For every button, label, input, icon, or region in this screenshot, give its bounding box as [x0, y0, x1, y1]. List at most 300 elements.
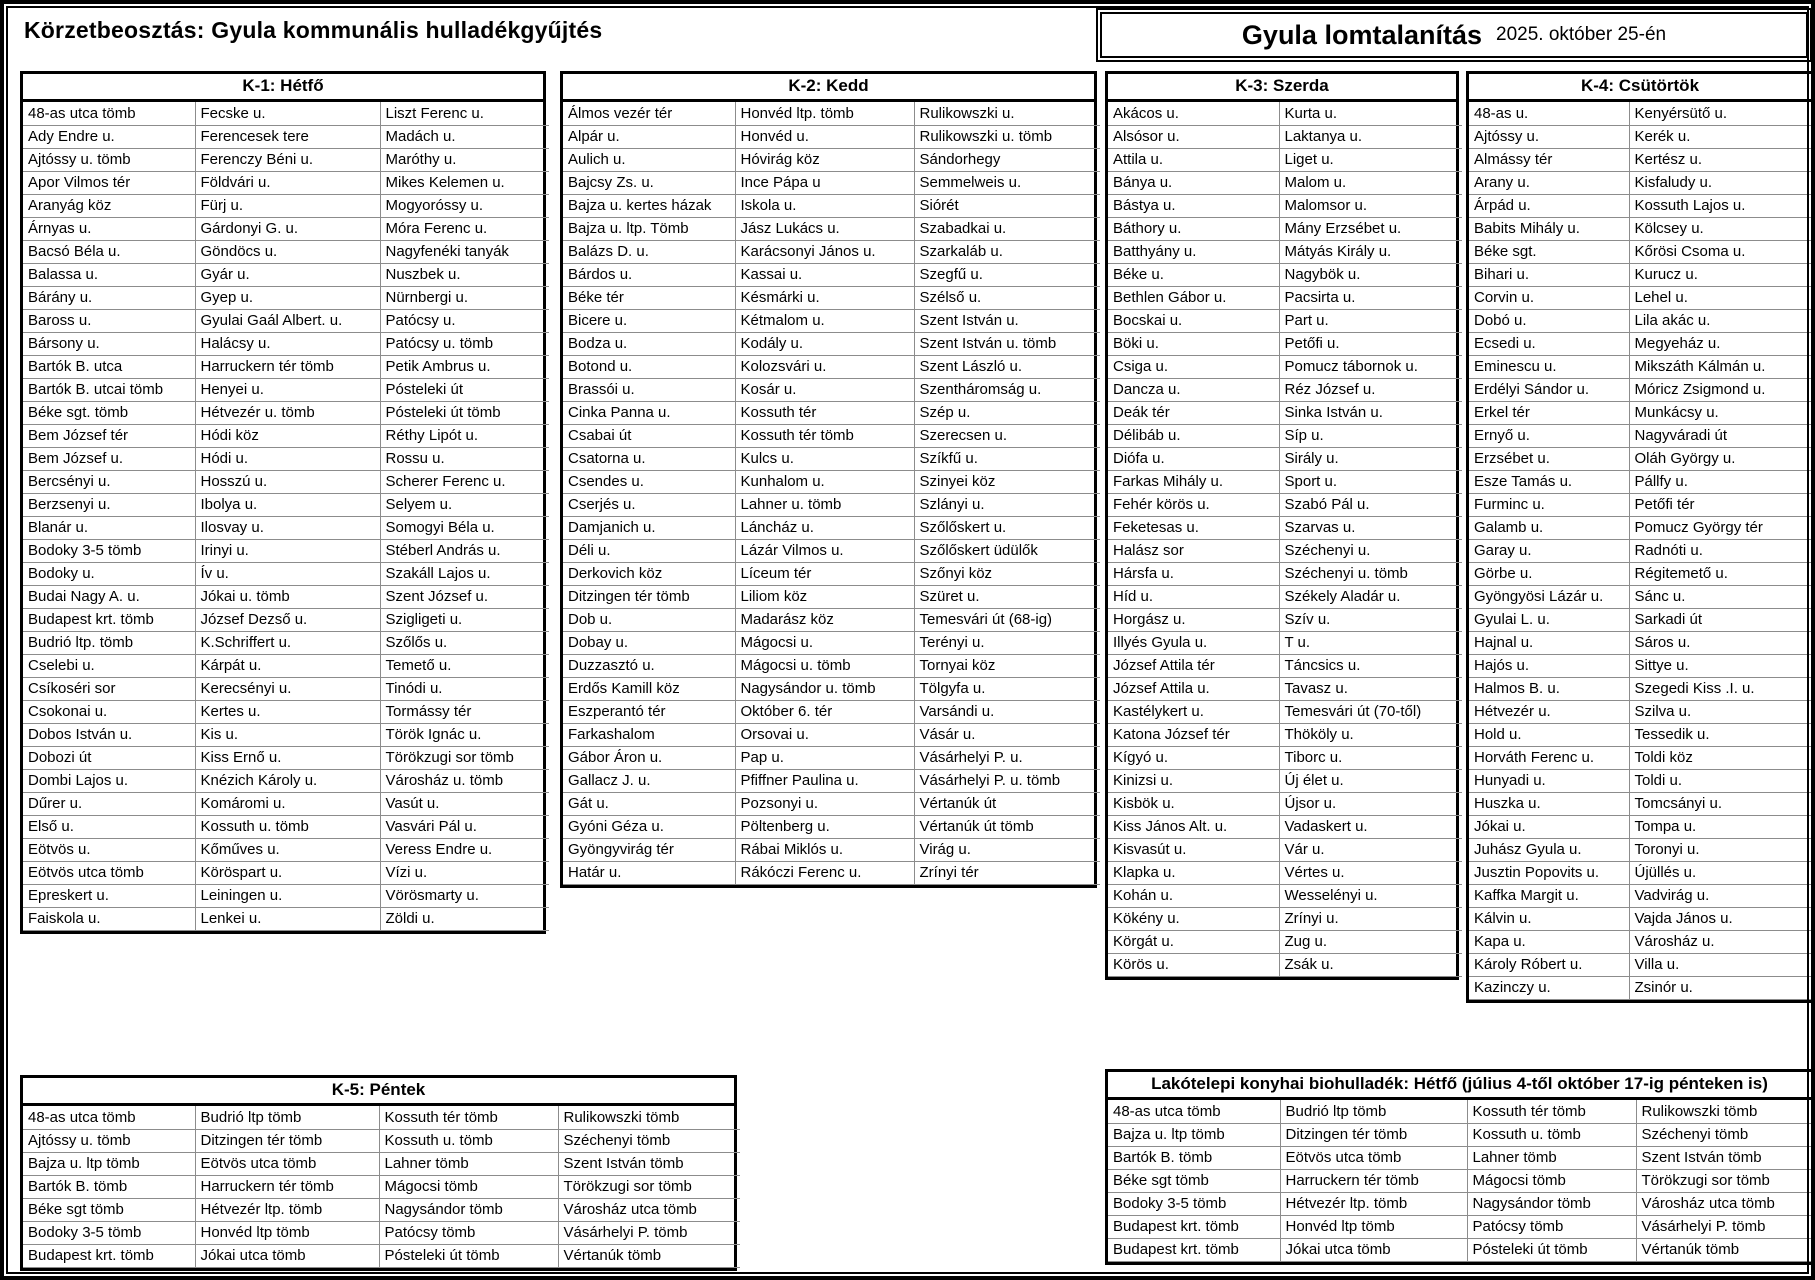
table-cell: Mágocsi tömb: [379, 1175, 558, 1198]
table-row: [1108, 907, 1462, 930]
table-row: [1108, 700, 1462, 723]
table-cell: Cinka Panna u.: [563, 401, 735, 424]
table-cell: Bajza u. ltp tömb: [23, 1152, 195, 1175]
table-cell: Malom u.: [1279, 171, 1462, 194]
table-row: [563, 102, 1100, 125]
table-cell: Honvéd u.: [735, 125, 914, 148]
street-table: [23, 102, 549, 931]
table-cell: Vajda János u.: [1629, 907, 1815, 930]
table-cell: Thököly u.: [1279, 723, 1462, 746]
table-row: [23, 1152, 740, 1175]
page-title: Körzetbeosztás: Gyula kommunális hulladékgyűjtés: [24, 17, 603, 43]
table-cell: Ilosvay u.: [195, 516, 380, 539]
table-cell: Kossuth tér tömb: [379, 1106, 558, 1129]
table-row: [23, 378, 549, 401]
table-cell: Gyulai Gaál Albert. u.: [195, 309, 380, 332]
table-cell: Kis u.: [195, 723, 380, 746]
table-cell: Vásárhelyi P. tömb: [1636, 1215, 1815, 1238]
table-cell: Esze Tamás u.: [1469, 470, 1629, 493]
table-cell: Törökzugi sor tömb: [558, 1175, 740, 1198]
table-cell: Harruckern tér tömb: [195, 355, 380, 378]
table-row: [23, 654, 549, 677]
table-cell: Pállfy u.: [1629, 470, 1815, 493]
table-row: [1108, 838, 1462, 861]
street-table: [1108, 1100, 1815, 1262]
table-cell: Táncsics u.: [1279, 654, 1462, 677]
table-row: [563, 401, 1100, 424]
table-row: [23, 263, 549, 286]
table-cell: Alsósor u.: [1108, 125, 1279, 148]
table-cell: Zug u.: [1279, 930, 1462, 953]
table-cell: 48-as utca tömb: [1108, 1100, 1280, 1123]
table-cell: Erdős Kamill köz: [563, 677, 735, 700]
table-row: [1108, 1146, 1815, 1169]
table-row: [1108, 516, 1462, 539]
table-cell: Varsándi u.: [914, 700, 1100, 723]
table-cell: Vértanúk tömb: [1636, 1238, 1815, 1261]
table-cell: Újsor u.: [1279, 792, 1462, 815]
table-row: [563, 769, 1100, 792]
table-cell: Epreskert u.: [23, 884, 195, 907]
table-cell: Kaffka Margit u.: [1469, 884, 1629, 907]
table-cell: Baross u.: [23, 309, 195, 332]
table-title: Lakótelepi konyhai biohulladék: Hétfő (július 4-től október 17-ig pénteken is): [1108, 1072, 1811, 1100]
table-cell: Bercsényi u.: [23, 470, 195, 493]
table-cell: Vértanúk tömb: [558, 1244, 740, 1267]
table-row: [1469, 654, 1815, 677]
table-cell: Rábai Miklós u.: [735, 838, 914, 861]
table-cell: Tiborc u.: [1279, 746, 1462, 769]
table-cell: Városház utca tömb: [1636, 1192, 1815, 1215]
table-cell: Zsák u.: [1279, 953, 1462, 976]
table-row: [23, 1129, 740, 1152]
table-cell: Derkovich köz: [563, 562, 735, 585]
table-cell: Ajtóssy u. tömb: [23, 1129, 195, 1152]
table-cell: Kurucz u.: [1629, 263, 1815, 286]
table-cell: Erdélyi Sándor u.: [1469, 378, 1629, 401]
table-cell: Virág u.: [914, 838, 1100, 861]
table-cell: Jókai utca tömb: [1280, 1238, 1467, 1261]
table-cell: Arany u.: [1469, 171, 1629, 194]
table-cell: Kígyó u.: [1108, 746, 1279, 769]
table-cell: Köröspart u.: [195, 861, 380, 884]
table-cell: Erkel tér: [1469, 401, 1629, 424]
table-title: K-3: Szerda: [1108, 74, 1456, 102]
table-cell: Harruckern tér tömb: [195, 1175, 379, 1198]
table-row: [23, 792, 549, 815]
table-cell: 48-as u.: [1469, 102, 1629, 125]
table-cell: Székely Aladár u.: [1279, 585, 1462, 608]
table-cell: Somogyi Béla u.: [380, 516, 549, 539]
table-cell: Vértes u.: [1279, 861, 1462, 884]
table-row: [23, 332, 549, 355]
table-cell: Bástya u.: [1108, 194, 1279, 217]
table-row: [1469, 930, 1815, 953]
table-cell: Szlányi u.: [914, 493, 1100, 516]
table-cell: Eötvös u.: [23, 838, 195, 861]
table-cell: Késmárki u.: [735, 286, 914, 309]
table-cell: Csokonai u.: [23, 700, 195, 723]
table-cell: Vasút u.: [380, 792, 549, 815]
table-cell: Furminc u.: [1469, 493, 1629, 516]
table-row: [23, 401, 549, 424]
table-cell: Horgász u.: [1108, 608, 1279, 631]
table-row: [563, 263, 1100, 286]
table-row: [23, 539, 549, 562]
table-cell: Szőlőskert u.: [914, 516, 1100, 539]
table-cell: Széchenyi tömb: [1636, 1123, 1815, 1146]
table-row: [563, 424, 1100, 447]
table-cell: Part u.: [1279, 309, 1462, 332]
table-cell: Semmelweis u.: [914, 171, 1100, 194]
table-cell: Toldi u.: [1629, 769, 1815, 792]
table-cell: Városház u. tömb: [380, 769, 549, 792]
table-cell: Komáromi u.: [195, 792, 380, 815]
table-cell: Álmos vezér tér: [563, 102, 735, 125]
table-cell: Diófa u.: [1108, 447, 1279, 470]
table-cell: Ajtóssy u.: [1469, 125, 1629, 148]
table-cell: Rulikowszki tömb: [1636, 1100, 1815, 1123]
table-cell: Szerecsen u.: [914, 424, 1100, 447]
table-cell: Aranyág köz: [23, 194, 195, 217]
table-cell: Szent István tömb: [1636, 1146, 1815, 1169]
table-cell: Siórét: [914, 194, 1100, 217]
table-cell: Balassa u.: [23, 263, 195, 286]
table-cell: Feketesas u.: [1108, 516, 1279, 539]
table-cell: Láncház u.: [735, 516, 914, 539]
table-row: [1469, 585, 1815, 608]
table-cell: Budrió ltp tömb: [195, 1106, 379, 1129]
table-cell: Vértanúk út: [914, 792, 1100, 815]
table-cell: Kunhalom u.: [735, 470, 914, 493]
table-row: [23, 240, 549, 263]
table-cell: Brassói u.: [563, 378, 735, 401]
table-cell: Gallacz J. u.: [563, 769, 735, 792]
table-row: [1108, 953, 1462, 976]
table-k5-friday: [20, 1075, 737, 1271]
table-cell: Kossuth u. tömb: [379, 1129, 558, 1152]
table-cell: Kohán u.: [1108, 884, 1279, 907]
table-row: [1469, 516, 1815, 539]
table-cell: Pacsirta u.: [1279, 286, 1462, 309]
table-cell: Radnóti u.: [1629, 539, 1815, 562]
table-cell: Sirály u.: [1279, 447, 1462, 470]
table-cell: Erzsébet u.: [1469, 447, 1629, 470]
table-cell: Mágocsi u.: [735, 631, 914, 654]
table-row: [563, 355, 1100, 378]
table-cell: Szabadkai u.: [914, 217, 1100, 240]
table-row: [1469, 148, 1815, 171]
table-row: [1469, 401, 1815, 424]
table-row: [1108, 562, 1462, 585]
table-row: [1108, 125, 1462, 148]
table-row: [1108, 309, 1462, 332]
table-cell: Bajza u. kertes házak: [563, 194, 735, 217]
table-row: [1108, 769, 1462, 792]
table-cell: Oláh György u.: [1629, 447, 1815, 470]
table-cell: Liszt Ferenc u.: [380, 102, 549, 125]
table-cell: Tomcsányi u.: [1629, 792, 1815, 815]
table-cell: Farkas Mihály u.: [1108, 470, 1279, 493]
table-cell: Tormássy tér: [380, 700, 549, 723]
table-cell: Kodály u.: [735, 332, 914, 355]
table-cell: Sánc u.: [1629, 585, 1815, 608]
table-cell: Bartók B. utcai tömb: [23, 378, 195, 401]
table-cell: Vár u.: [1279, 838, 1462, 861]
table-cell: Zrínyi tér: [914, 861, 1100, 884]
table-cell: Hétvezér ltp. tömb: [1280, 1192, 1467, 1215]
table-cell: Budapest krt. tömb: [23, 1244, 195, 1267]
table-cell: Tinódi u.: [380, 677, 549, 700]
table-row: [23, 723, 549, 746]
street-table: [23, 1106, 740, 1268]
table-row: [23, 493, 549, 516]
table-cell: Vásárhelyi P. tömb: [558, 1221, 740, 1244]
table-cell: Béke sgt.: [1469, 240, 1629, 263]
table-cell: Patócsy u.: [380, 309, 549, 332]
table-row: [23, 125, 549, 148]
table-cell: Dűrer u.: [23, 792, 195, 815]
table-cell: Móra Ferenc u.: [380, 217, 549, 240]
table-cell: Kinizsi u.: [1108, 769, 1279, 792]
table-cell: Temesvári út (70-től): [1279, 700, 1462, 723]
table-cell: Szinyei köz: [914, 470, 1100, 493]
table-cell: Szilva u.: [1629, 700, 1815, 723]
table-cell: Nürnbergi u.: [380, 286, 549, 309]
table-cell: Batthyány u.: [1108, 240, 1279, 263]
table-cell: Szegfű u.: [914, 263, 1100, 286]
table-cell: Sport u.: [1279, 470, 1462, 493]
table-cell: Szőlős u.: [380, 631, 549, 654]
table-cell: Béke sgt. tömb: [23, 401, 195, 424]
table-cell: Kölcsey u.: [1629, 217, 1815, 240]
table-cell: Szélső u.: [914, 286, 1100, 309]
table-cell: Farkashalom: [563, 723, 735, 746]
table-row: [563, 194, 1100, 217]
table-row: [23, 470, 549, 493]
table-cell: Réthy Lipót u.: [380, 424, 549, 447]
table-row: [1469, 424, 1815, 447]
table-cell: Kossuth u. tömb: [1467, 1123, 1636, 1146]
table-cell: Berzsenyi u.: [23, 493, 195, 516]
table-cell: Nagyváradi út: [1629, 424, 1815, 447]
table-cell: Harruckern tér tömb: [1280, 1169, 1467, 1192]
table-cell: Béke sgt tömb: [23, 1198, 195, 1221]
table-row: [563, 516, 1100, 539]
table-cell: Hétvezér u.: [1469, 700, 1629, 723]
table-cell: Törökzugi sor tömb: [380, 746, 549, 769]
table-k2-tuesday: [560, 71, 1097, 888]
table-row: [1108, 815, 1462, 838]
table-cell: Ditzingen tér tömb: [563, 585, 735, 608]
table-cell: Pomucz György tér: [1629, 516, 1815, 539]
table-cell: Csabai út: [563, 424, 735, 447]
table-row: [1469, 470, 1815, 493]
table-cell: Görbe u.: [1469, 562, 1629, 585]
table-row: [1108, 493, 1462, 516]
table-cell: Eötvös utca tömb: [1280, 1146, 1467, 1169]
lomtalanitas-header-inner: [1100, 12, 1808, 58]
table-row: [1469, 562, 1815, 585]
table-cell: Petőfi tér: [1629, 493, 1815, 516]
table-cell: Kisvasút u.: [1108, 838, 1279, 861]
table-cell: Csiga u.: [1108, 355, 1279, 378]
table-cell: Árpád u.: [1469, 194, 1629, 217]
table-cell: Jókai u. tömb: [195, 585, 380, 608]
table-row: [1469, 608, 1815, 631]
table-cell: Honvéd ltp. tömb: [735, 102, 914, 125]
table-cell: Szőlőskert üdülők: [914, 539, 1100, 562]
table-row: [1469, 907, 1815, 930]
table-cell: Patócsy u. tömb: [380, 332, 549, 355]
table-cell: Szív u.: [1279, 608, 1462, 631]
table-cell: Bem József u.: [23, 447, 195, 470]
table-cell: Szegedi Kiss .I. u.: [1629, 677, 1815, 700]
table-cell: Kiss János Alt. u.: [1108, 815, 1279, 838]
table-row: [1469, 723, 1815, 746]
table-cell: Budapest krt. tömb: [1108, 1238, 1280, 1261]
table-cell: Gyóni Géza u.: [563, 815, 735, 838]
table-cell: Apor Vilmos tér: [23, 171, 195, 194]
table-cell: Szent István u.: [914, 309, 1100, 332]
table-row: [1469, 378, 1815, 401]
table-row: [1108, 424, 1462, 447]
table-cell: Vásárhelyi P. u. tömb: [914, 769, 1100, 792]
table-cell: Kerék u.: [1629, 125, 1815, 148]
table-cell: Duzzasztó u.: [563, 654, 735, 677]
table-cell: Klapka u.: [1108, 861, 1279, 884]
table-cell: Mikes Kelemen u.: [380, 171, 549, 194]
table-cell: Kapa u.: [1469, 930, 1629, 953]
table-title: K-2: Kedd: [563, 74, 1094, 102]
table-cell: Horváth Ferenc u.: [1469, 746, 1629, 769]
table-cell: Kossuth tér tömb: [1467, 1100, 1636, 1123]
table-cell: Mágocsi u. tömb: [735, 654, 914, 677]
table-row: [23, 1175, 740, 1198]
table-row: [563, 493, 1100, 516]
table-cell: Csatorna u.: [563, 447, 735, 470]
table-title: K-4: Csütörtök: [1469, 74, 1811, 102]
table-cell: Bethlen Gábor u.: [1108, 286, 1279, 309]
table-cell: Határ u.: [563, 861, 735, 884]
table-cell: Pfiffner Paulina u.: [735, 769, 914, 792]
table-cell: Botond u.: [563, 355, 735, 378]
table-cell: Délibáb u.: [1108, 424, 1279, 447]
table-row: [1108, 654, 1462, 677]
table-cell: Jusztin Popovits u.: [1469, 861, 1629, 884]
street-table: [563, 102, 1100, 885]
table-cell: Bajza u. ltp. Tömb: [563, 217, 735, 240]
table-cell: Hársfa u.: [1108, 562, 1279, 585]
table-row: [1469, 309, 1815, 332]
table-cell: Madarász köz: [735, 608, 914, 631]
table-cell: Kastélykert u.: [1108, 700, 1279, 723]
table-cell: Hold u.: [1469, 723, 1629, 746]
table-cell: Jász Lukács u.: [735, 217, 914, 240]
table-cell: Malomsor u.: [1279, 194, 1462, 217]
table-cell: Bicere u.: [563, 309, 735, 332]
table-cell: Kenyérsütő u.: [1629, 102, 1815, 125]
table-cell: Szőnyi köz: [914, 562, 1100, 585]
table-cell: Villa u.: [1629, 953, 1815, 976]
table-cell: Göndöcs u.: [195, 240, 380, 263]
table-cell: Bihari u.: [1469, 263, 1629, 286]
table-cell: Tölgyfa u.: [914, 677, 1100, 700]
table-cell: Vörösmarty u.: [380, 884, 549, 907]
table-row: [563, 654, 1100, 677]
table-cell: Ferenczy Béni u.: [195, 148, 380, 171]
table-cell: József Attila u.: [1108, 677, 1279, 700]
table-row: [563, 562, 1100, 585]
table-row: [1108, 631, 1462, 654]
table-row: [1108, 378, 1462, 401]
table-cell: Pomucz tábornok u.: [1279, 355, 1462, 378]
table-cell: Honvéd ltp tömb: [1280, 1215, 1467, 1238]
table-cell: Szent István tömb: [558, 1152, 740, 1175]
table-cell: Zsinór u.: [1629, 976, 1815, 999]
table-cell: Nagysándor tömb: [379, 1198, 558, 1221]
table-row: [1469, 861, 1815, 884]
table-cell: Új élet u.: [1279, 769, 1462, 792]
table-cell: Körös u.: [1108, 953, 1279, 976]
table-row: [1469, 332, 1815, 355]
table-cell: Kőrösi Csoma u.: [1629, 240, 1815, 263]
table-cell: Gyár u.: [195, 263, 380, 286]
table-row: [1108, 746, 1462, 769]
table-row: [1108, 263, 1462, 286]
table-cell: T u.: [1279, 631, 1462, 654]
table-row: [23, 516, 549, 539]
table-cell: Béke tér: [563, 286, 735, 309]
table-cell: 48-as utca tömb: [23, 1106, 195, 1129]
table-cell: Újüllés u.: [1629, 861, 1815, 884]
table-cell: Bánya u.: [1108, 171, 1279, 194]
table-cell: Petik Ambrus u.: [380, 355, 549, 378]
table-row: [1469, 240, 1815, 263]
table-cell: Cselebi u.: [23, 654, 195, 677]
table-row: [1108, 792, 1462, 815]
table-cell: Bodoky 3-5 tömb: [23, 539, 195, 562]
table-cell: Eötvös utca tömb: [195, 1152, 379, 1175]
table-cell: Ince Pápa u: [735, 171, 914, 194]
table-cell: Bárdos u.: [563, 263, 735, 286]
table-cell: Sittye u.: [1629, 654, 1815, 677]
table-row: [23, 171, 549, 194]
table-cell: Dobó u.: [1469, 309, 1629, 332]
table-cell: Csendes u.: [563, 470, 735, 493]
table-cell: Vasvári Pál u.: [380, 815, 549, 838]
table-cell: Balázs D. u.: [563, 240, 735, 263]
table-cell: Kőműves u.: [195, 838, 380, 861]
table-row: [1469, 263, 1815, 286]
table-cell: Béke sgt tömb: [1108, 1169, 1280, 1192]
table-row: [23, 677, 549, 700]
table-cell: Gyöngyösi Lázár u.: [1469, 585, 1629, 608]
table-row: [563, 217, 1100, 240]
table-cell: Mogyoróssy u.: [380, 194, 549, 217]
table-cell: Pósteleki út tömb: [380, 401, 549, 424]
table-cell: Bartók B. utca: [23, 355, 195, 378]
table-row: [1108, 171, 1462, 194]
table-k1-monday: [20, 71, 546, 934]
table-cell: Budrió ltp tömb: [1280, 1100, 1467, 1123]
table-row: [563, 539, 1100, 562]
table-cell: Ady Endre u.: [23, 125, 195, 148]
table-biowaste: [1105, 1069, 1814, 1265]
table-cell: Budai Nagy A. u.: [23, 585, 195, 608]
table-cell: Móricz Zsigmond u.: [1629, 378, 1815, 401]
table-cell: Dobozi út: [23, 746, 195, 769]
